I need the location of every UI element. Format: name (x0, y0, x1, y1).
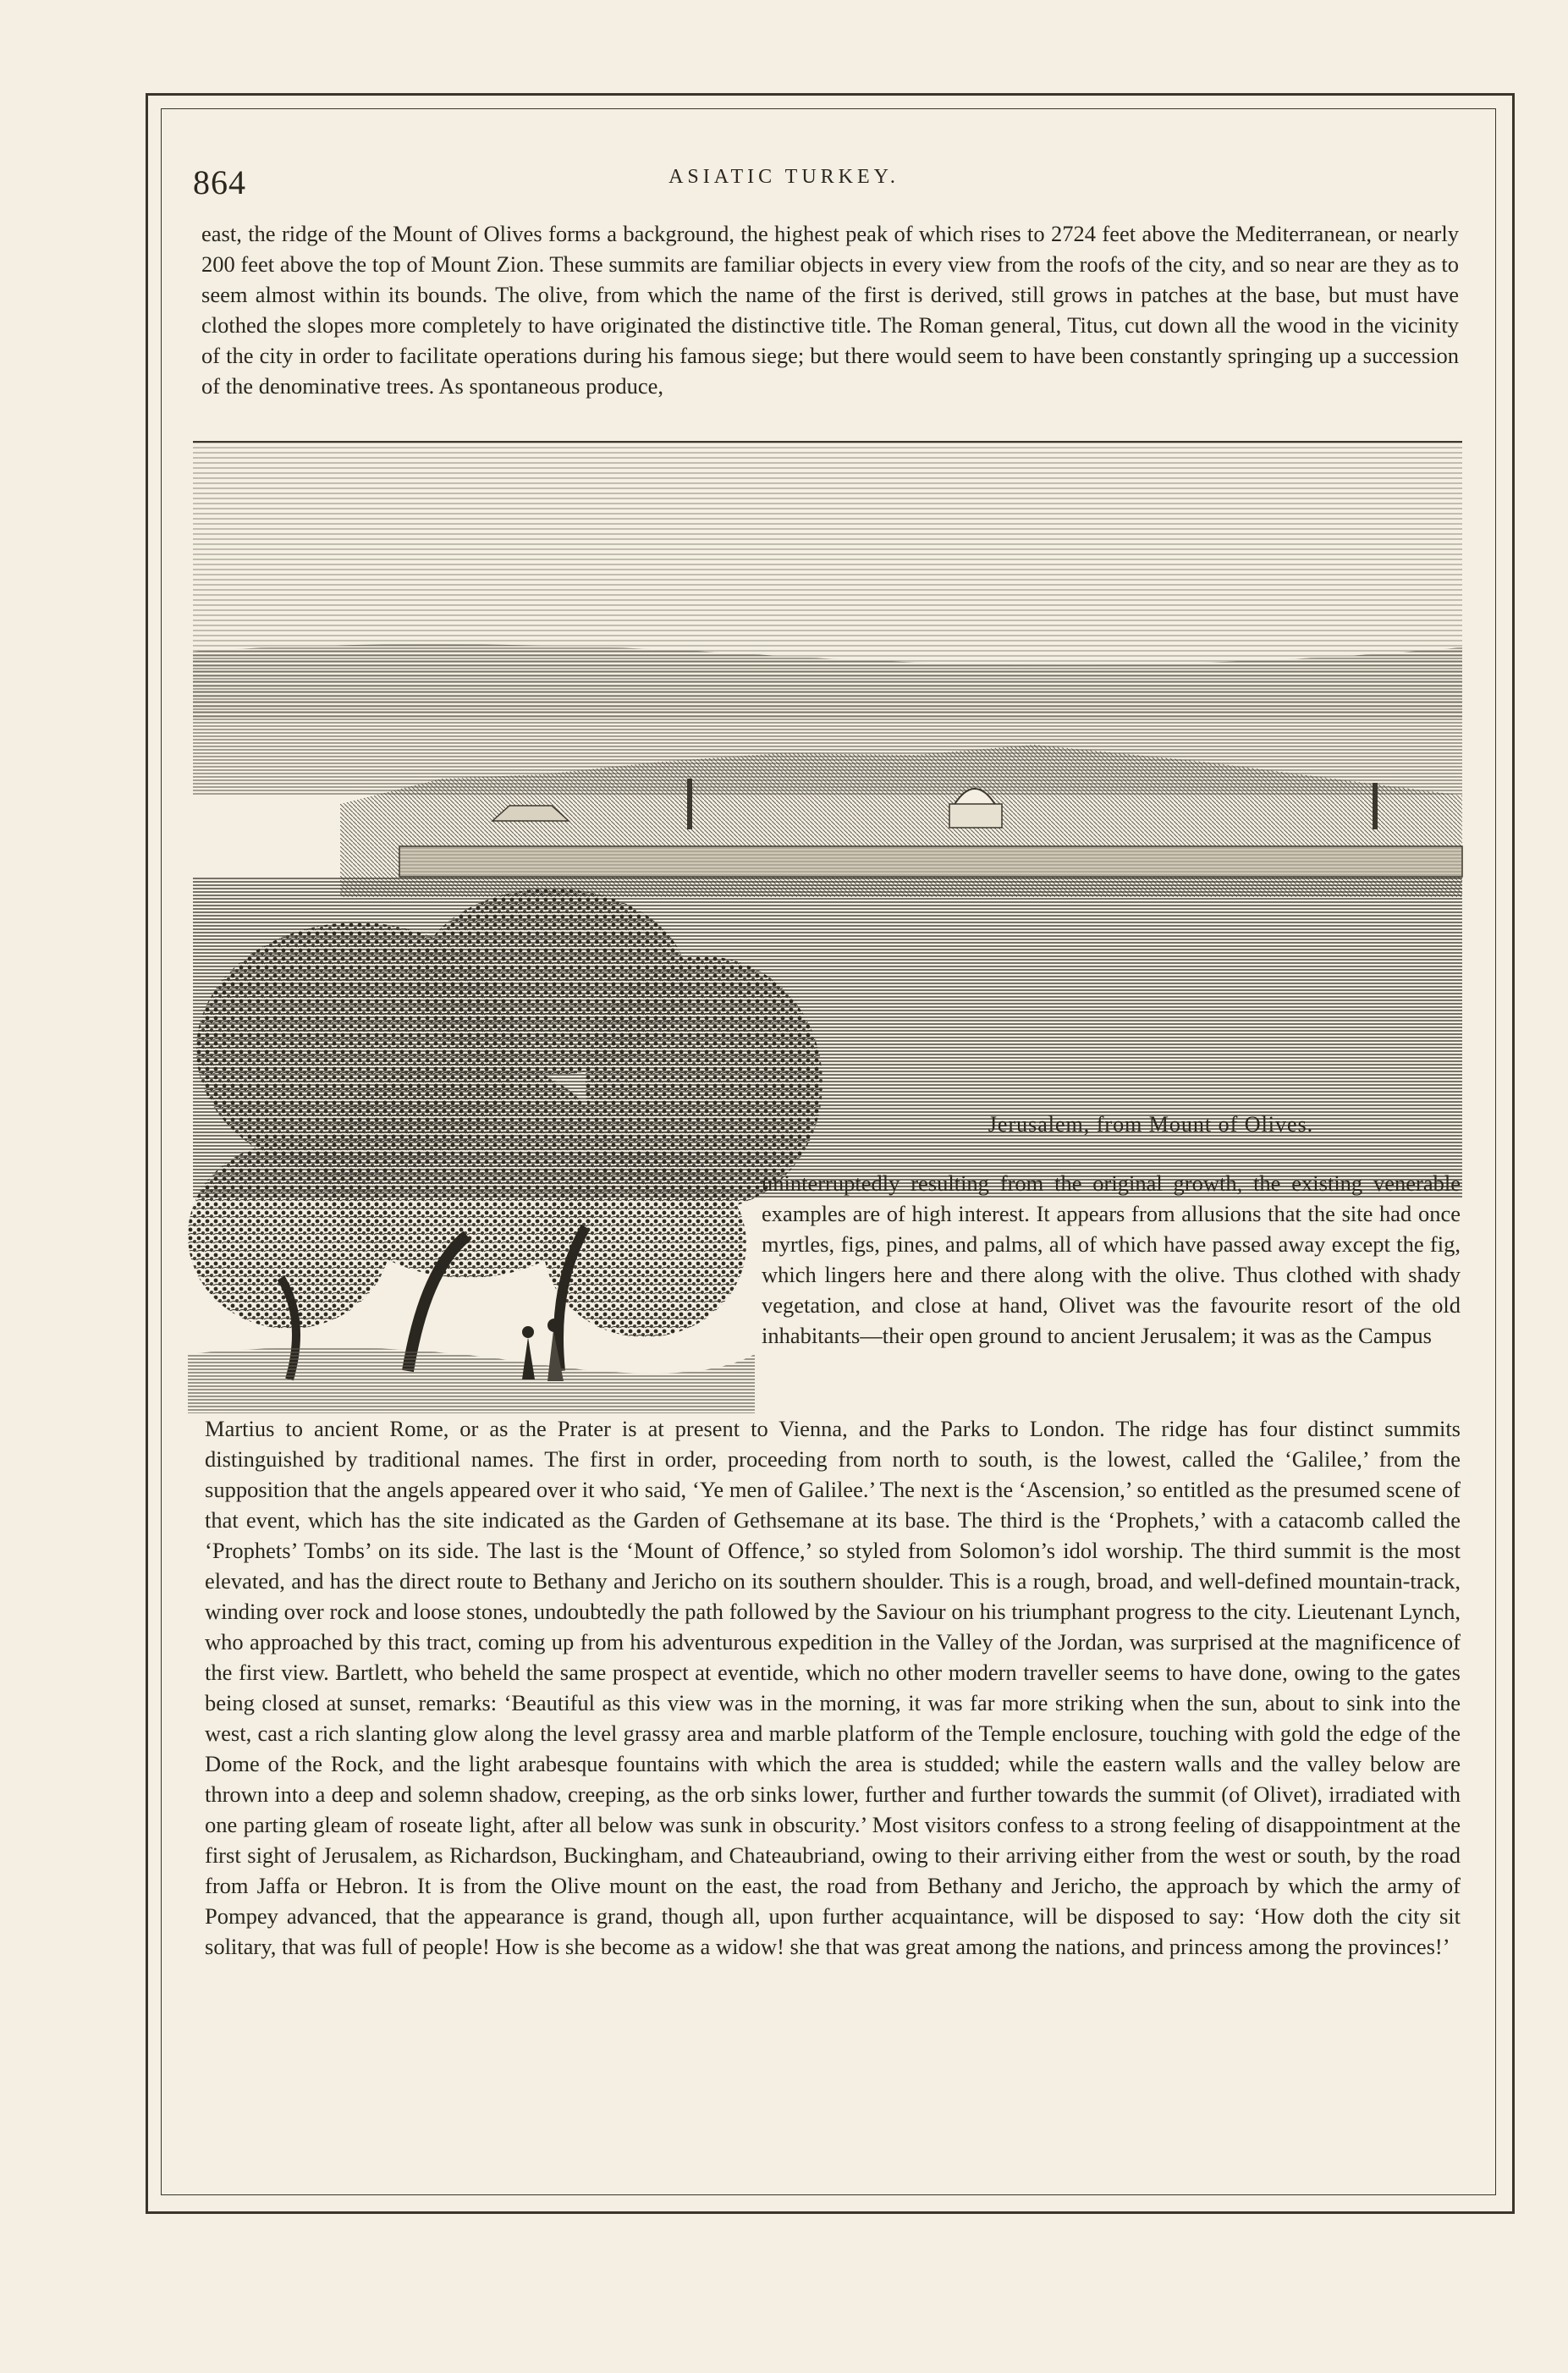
foreground-ground (188, 1347, 755, 1413)
paragraph-top: east, the ridge of the Mount of Olives forms a background, the highest peak of which rises to 2724 feet above the Mediterranean, or nearly 200 feet above the top of Mount Zion. These summits are familiar objects in every view from the roofs of the city, and so near are they as to seem almost within its bounds. The olive, from which the name of the first is derived, still grows in patches at the base, but must have clothed the slopes more completely to have originated the distinctive title. The Roman general, Titus, cut down all the wood in the vicinity of the city in order to facilitate operations during his famous siege; but there would seem to have been constantly springing up a succession of the denominative trees. As spontaneous produce, (201, 221, 1459, 399)
running-head: ASIATIC TURKEY. (668, 166, 900, 188)
paragraph-main: Martius to ancient Rome, or as the Prater is at present to Vienna, and the Parks to London. The ridge has four distinct summits distinguished by traditional names. The first in order, proceeding from north to south, is the lowest, called the ‘Galilee,’ from the supposition that the angels appeared over it who said, ‘Ye men of Galilee.’ The next is the ‘Ascension,’ so entitled as the presumed scene of that event, which has the site indicated as the Garden of Gethsemane at its base. The third is the ‘Prophets,’ with a catacomb called the ‘Prophets’ Tombs’ on its side. The last is the ‘Mount of Offence,’ so styled from Solomon’s idol worship. The third summit is the most elevated, and has the direct route to Bethany and Jericho on its southern shoulder. This is a rough, broad, and well-defined mountain-track, winding over rock and loose stones, undoubtedly the path followed by the Saviour on his triumphant progress to the city. Lieutenant Lynch, who approached by this tract, coming up from his adventurous expedition in the Valley of the Jordan, was surprised at the magnificence of the first view. Bartlett, who beheld the same prospect at eventide, which no other modern traveller seems to have done, owing to the gates being closed at sunset, remarks: ‘Beautiful as this view was in the morning, it was far more striking when the sun, about to sink into the west, cast a rich slanting glow along the level grassy area and marble platform of the Temple enclosure, touching with gold the edge of the Dome of the Rock, and the light arabesque fountains with which the area is studded; while the eastern walls and the valley below are thrown into a deep and solemn shadow, creeping, as the orb sinks lower, further and further towards the summit (of Olivet), irradiated with one parting gleam of roseate light, after all below was sunk in obscurity.’ Most visitors confess to a strong feeling of disappointment at the first sight of Jerusalem, as Richardson, Buckingham, and Chateaubriand, owing to their arriving either from the west or south, by the road from Jaffa or Hebron. It is from the Olive mount on the east, the road from Bethany and Jericho, the approach by which the army of Pompey advanced, that the appearance is grand, though all, upon further acquaintance, will be disposed to say: ‘How doth the city sit solitary, that was full of people! How is she become as a widow! she that was great among the nations, and princess among the provinces!’ (205, 1416, 1461, 1959)
olive-trees (188, 889, 823, 1379)
illustration-caption: Jerusalem, from Mount of Olives. (988, 1112, 1314, 1137)
page-number: 864 (193, 163, 246, 201)
paragraph-side: uninterruptedly resulting from the original growth, the existing venerable examples are of high interest. It appears from allusions that the site had once myrtles, figs, pines, and palms, all of which have passed away except the fig, which lingers here and there along with the olive. Thus clothed with shady vegetation, and close at hand, Olivet was the favourite resort of the old inhabitants—their open ground to ancient Jerusalem; it was as the Campus (762, 1170, 1461, 1348)
